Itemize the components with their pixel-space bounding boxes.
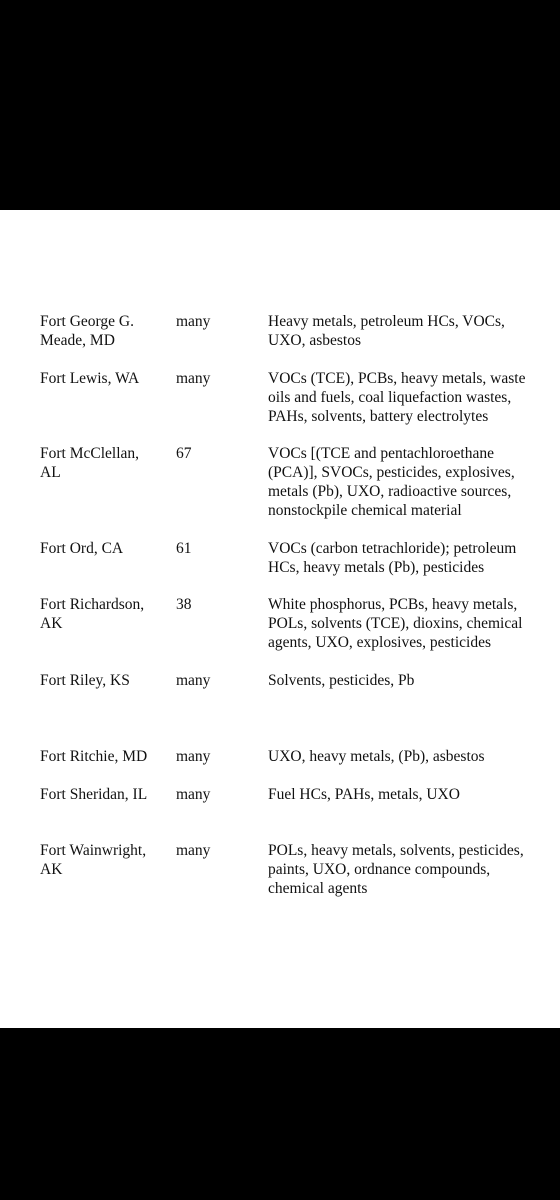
site-name-line: Fort Ord, CA: [40, 540, 124, 557]
contaminants-line: agents, UXO, explosives, pesticides: [268, 634, 491, 651]
site-name-cell: [40, 369, 139, 388]
site-name-cell: [40, 785, 147, 804]
site-name-line: Fort Riley, KS: [40, 672, 130, 689]
contaminants-cell: [268, 595, 522, 652]
contaminants-line: Heavy metals, petroleum HCs, VOCs,: [268, 313, 505, 330]
contaminants-line: POLs, heavy metals, solvents, pesticides,: [268, 842, 524, 859]
site-name-cell: [40, 539, 123, 558]
site-name-cell: [40, 444, 139, 482]
contaminants-line: VOCs (carbon tetrachloride); petroleum: [268, 540, 517, 557]
contaminants-line: Solvents, pesticides, Pb: [268, 672, 415, 689]
site-count-cell: many: [176, 786, 211, 803]
contaminants-cell: [268, 444, 515, 520]
site-name-cell: [40, 841, 146, 879]
contaminants-line: nonstockpile chemical material: [268, 502, 462, 519]
contaminants-cell: [268, 671, 414, 690]
site-count-cell: many: [176, 748, 211, 765]
contaminants-cell: [268, 369, 525, 426]
contaminants-cell: [268, 539, 516, 577]
contaminants-line: (PCA)], SVOCs, pesticides, explosives,: [268, 464, 515, 481]
site-name-cell: [40, 595, 144, 633]
site-count-cell: many: [176, 672, 211, 689]
site-name-line: AL: [40, 464, 61, 481]
contaminants-line: UXO, heavy metals, (Pb), asbestos: [268, 748, 485, 765]
contaminants-line: VOCs (TCE), PCBs, heavy metals, waste: [268, 370, 526, 387]
contaminants-cell: [268, 785, 460, 804]
contaminants-line: Fuel HCs, PAHs, metals, UXO: [268, 786, 460, 803]
contaminants-cell: [268, 312, 505, 350]
contaminants-line: POLs, solvents (TCE), dioxins, chemical: [268, 615, 523, 632]
site-name-line: Fort Lewis, WA: [40, 370, 140, 387]
site-name-line: AK: [40, 615, 63, 632]
site-count-cell: many: [176, 370, 211, 387]
site-count-cell: many: [176, 842, 211, 859]
site-name-cell: [40, 747, 147, 766]
site-count-cell: 61: [176, 540, 192, 557]
contaminants-line: UXO, asbestos: [268, 332, 361, 349]
contaminants-cell: [268, 841, 524, 898]
site-name-line: Fort Ritchie, MD: [40, 748, 148, 765]
site-name-line: Fort Wainwright,: [40, 842, 147, 859]
contaminants-line: PAHs, solvents, battery electrolytes: [268, 408, 489, 425]
site-name-line: Fort Sheridan, IL: [40, 786, 148, 803]
site-count-cell: 67: [176, 445, 192, 462]
site-name-line: Fort McClellan,: [40, 445, 140, 462]
site-name-line: Meade, MD: [40, 332, 115, 349]
contaminants-line: metals (Pb), UXO, radioactive sources,: [268, 483, 512, 500]
site-name-line: Fort George G.: [40, 313, 134, 330]
document-page: [0, 210, 560, 1028]
site-name-cell: [40, 312, 134, 350]
site-name-line: AK: [40, 861, 63, 878]
contaminants-cell: [268, 747, 485, 766]
contaminants-line: paints, UXO, ordnance compounds,: [268, 861, 491, 878]
contaminants-line: oils and fuels, coal liquefaction wastes,: [268, 389, 512, 406]
site-count-cell: many: [176, 313, 211, 330]
contaminants-line: HCs, heavy metals (Pb), pesticides: [268, 559, 485, 576]
site-count-cell: 38: [176, 596, 192, 613]
contaminants-line: White phosphorus, PCBs, heavy metals,: [268, 596, 518, 613]
site-name-cell: [40, 671, 130, 690]
contaminants-line: VOCs [(TCE and pentachloroethane: [268, 445, 494, 462]
site-name-line: Fort Richardson,: [40, 596, 145, 613]
contaminants-line: chemical agents: [268, 880, 368, 897]
